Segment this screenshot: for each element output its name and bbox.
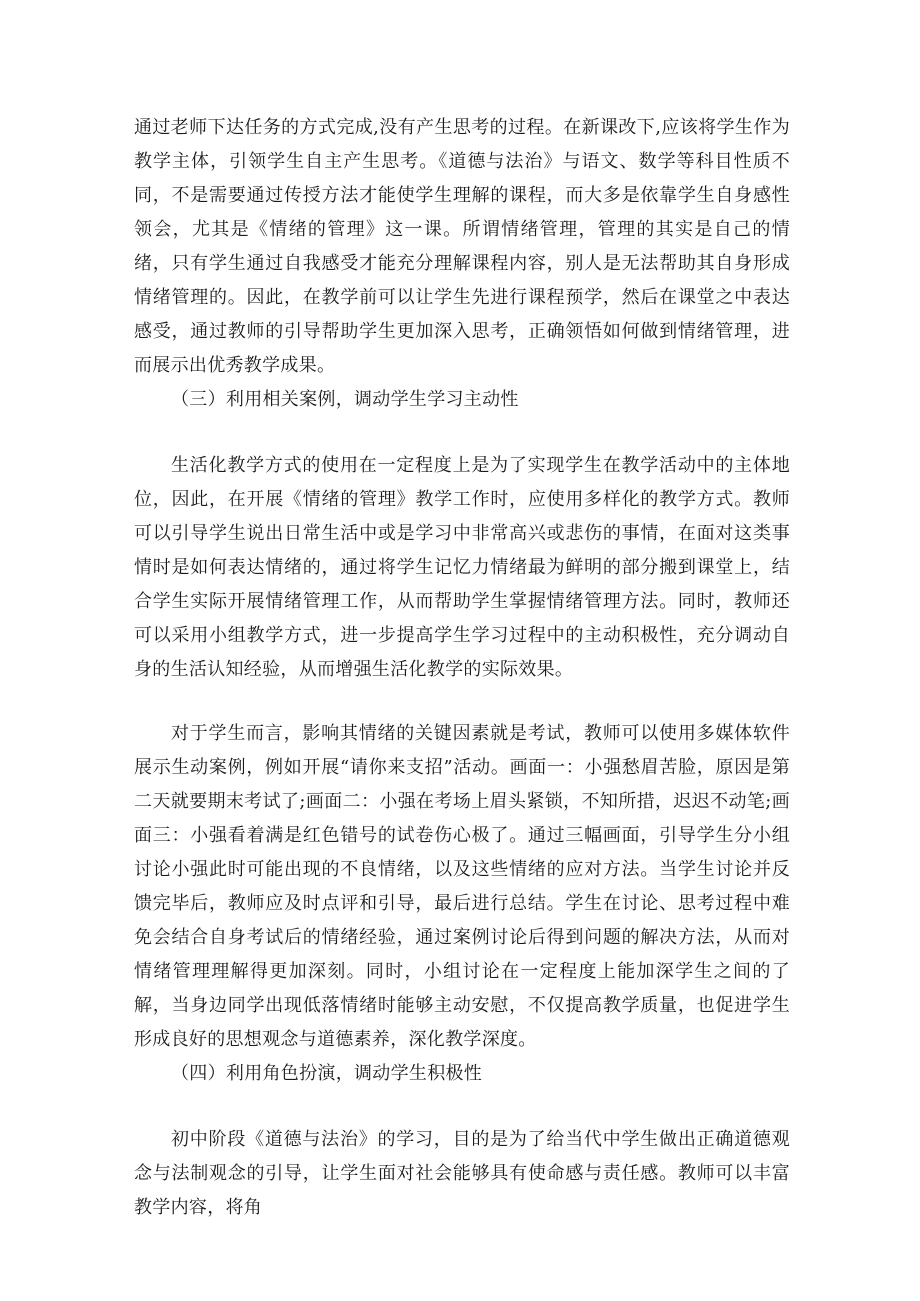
paragraph-1: 通过老师下达任务的方式完成,没有产生思考的过程。在新课改下,应该将学生作为教学主体，引领学生自主产生思考。《道德与法治》与语文、数学等科目性质不同，不是需要通过传授方法才能使学生理解的课程，而大多是依靠学生自身感性领会，尤其是《情绪的管理》这一课。所谓情绪管理，管理的其实是自己的情绪，只有学生通过自我感受才能充分理解课程内容，别人是无法帮助其自身形成情绪管理的。因此，在教学前可以让学生先进行课程预学，然后在课堂之中表达感受，通过教师的引导帮助学生更加深入思考，正确领悟如何做到情绪管理，进而展示出优秀教学成果。 [134, 117, 790, 376]
paragraph-3: 对于学生而言，影响其情绪的关键因素就是考试，教师可以使用多媒体软件展示生动案例，例如开展“请你来支招”活动。画面一：小强愁眉苦脸，原因是第二天就要期末考试了;画面二：小强在考场上眉头紧锁，不知所措，迟迟不动笔;画面三：小强看着满是红色错号的试卷伤心极了。通过三幅画面，引导学生分小组讨论小强此时可能出现的不良情绪，以及这些情绪的应对方法。当学生讨论并反馈完毕后，教师应及时点评和引导，最后进行总结。学生在讨论、思考过程中难免会结合自身考试后的情绪经验，通过案例讨论后得到问题的解决方法，从而对情绪管理理解得更加深刻。同时，小组讨论在一定程度上能加深学生之间的了解，当身边同学出现低落情绪时能够主动安慰，不仅提高教学质量，也促进学生形成良好的思想观念与道德素养，深化教学深度。 [134, 723, 790, 1050]
section-heading-4: （四）利用角色扮演，调动学生积极性 [171, 1063, 483, 1084]
section-heading-3: （三）利用相关案例，调动学生学习主动性 [171, 389, 519, 410]
paragraph-2: 生活化教学方式的使用在一定程度上是为了实现学生在教学活动中的主体地位，因此，在开展《情绪的管理》教学工作时，应使用多样化的教学方式。教师可以引导学生说出日常生活中或是学习中非常高兴或悲伤的事情，在面对这类事情时是如何表达情绪的，通过将学生记忆力情绪最为鲜明的部分搬到课堂上，结合学生实际开展情绪管理工作，从而帮助学生掌握情绪管理方法。同时，教师还可以采用小组教学方式，进一步提高学生学习过程中的主动积极性，充分调动自身的生活认知经验，从而增强生活化教学的实际效果。 [134, 455, 790, 680]
paragraph-4: 初中阶段《道德与法治》的学习，目的是为了给当代中学生做出正确道德观念与法制观念的引导，让学生面对社会能够具有使命感与责任感。教师可以丰富教学内容，将角 [134, 1129, 790, 1218]
document-body [134, 111, 790, 1225]
